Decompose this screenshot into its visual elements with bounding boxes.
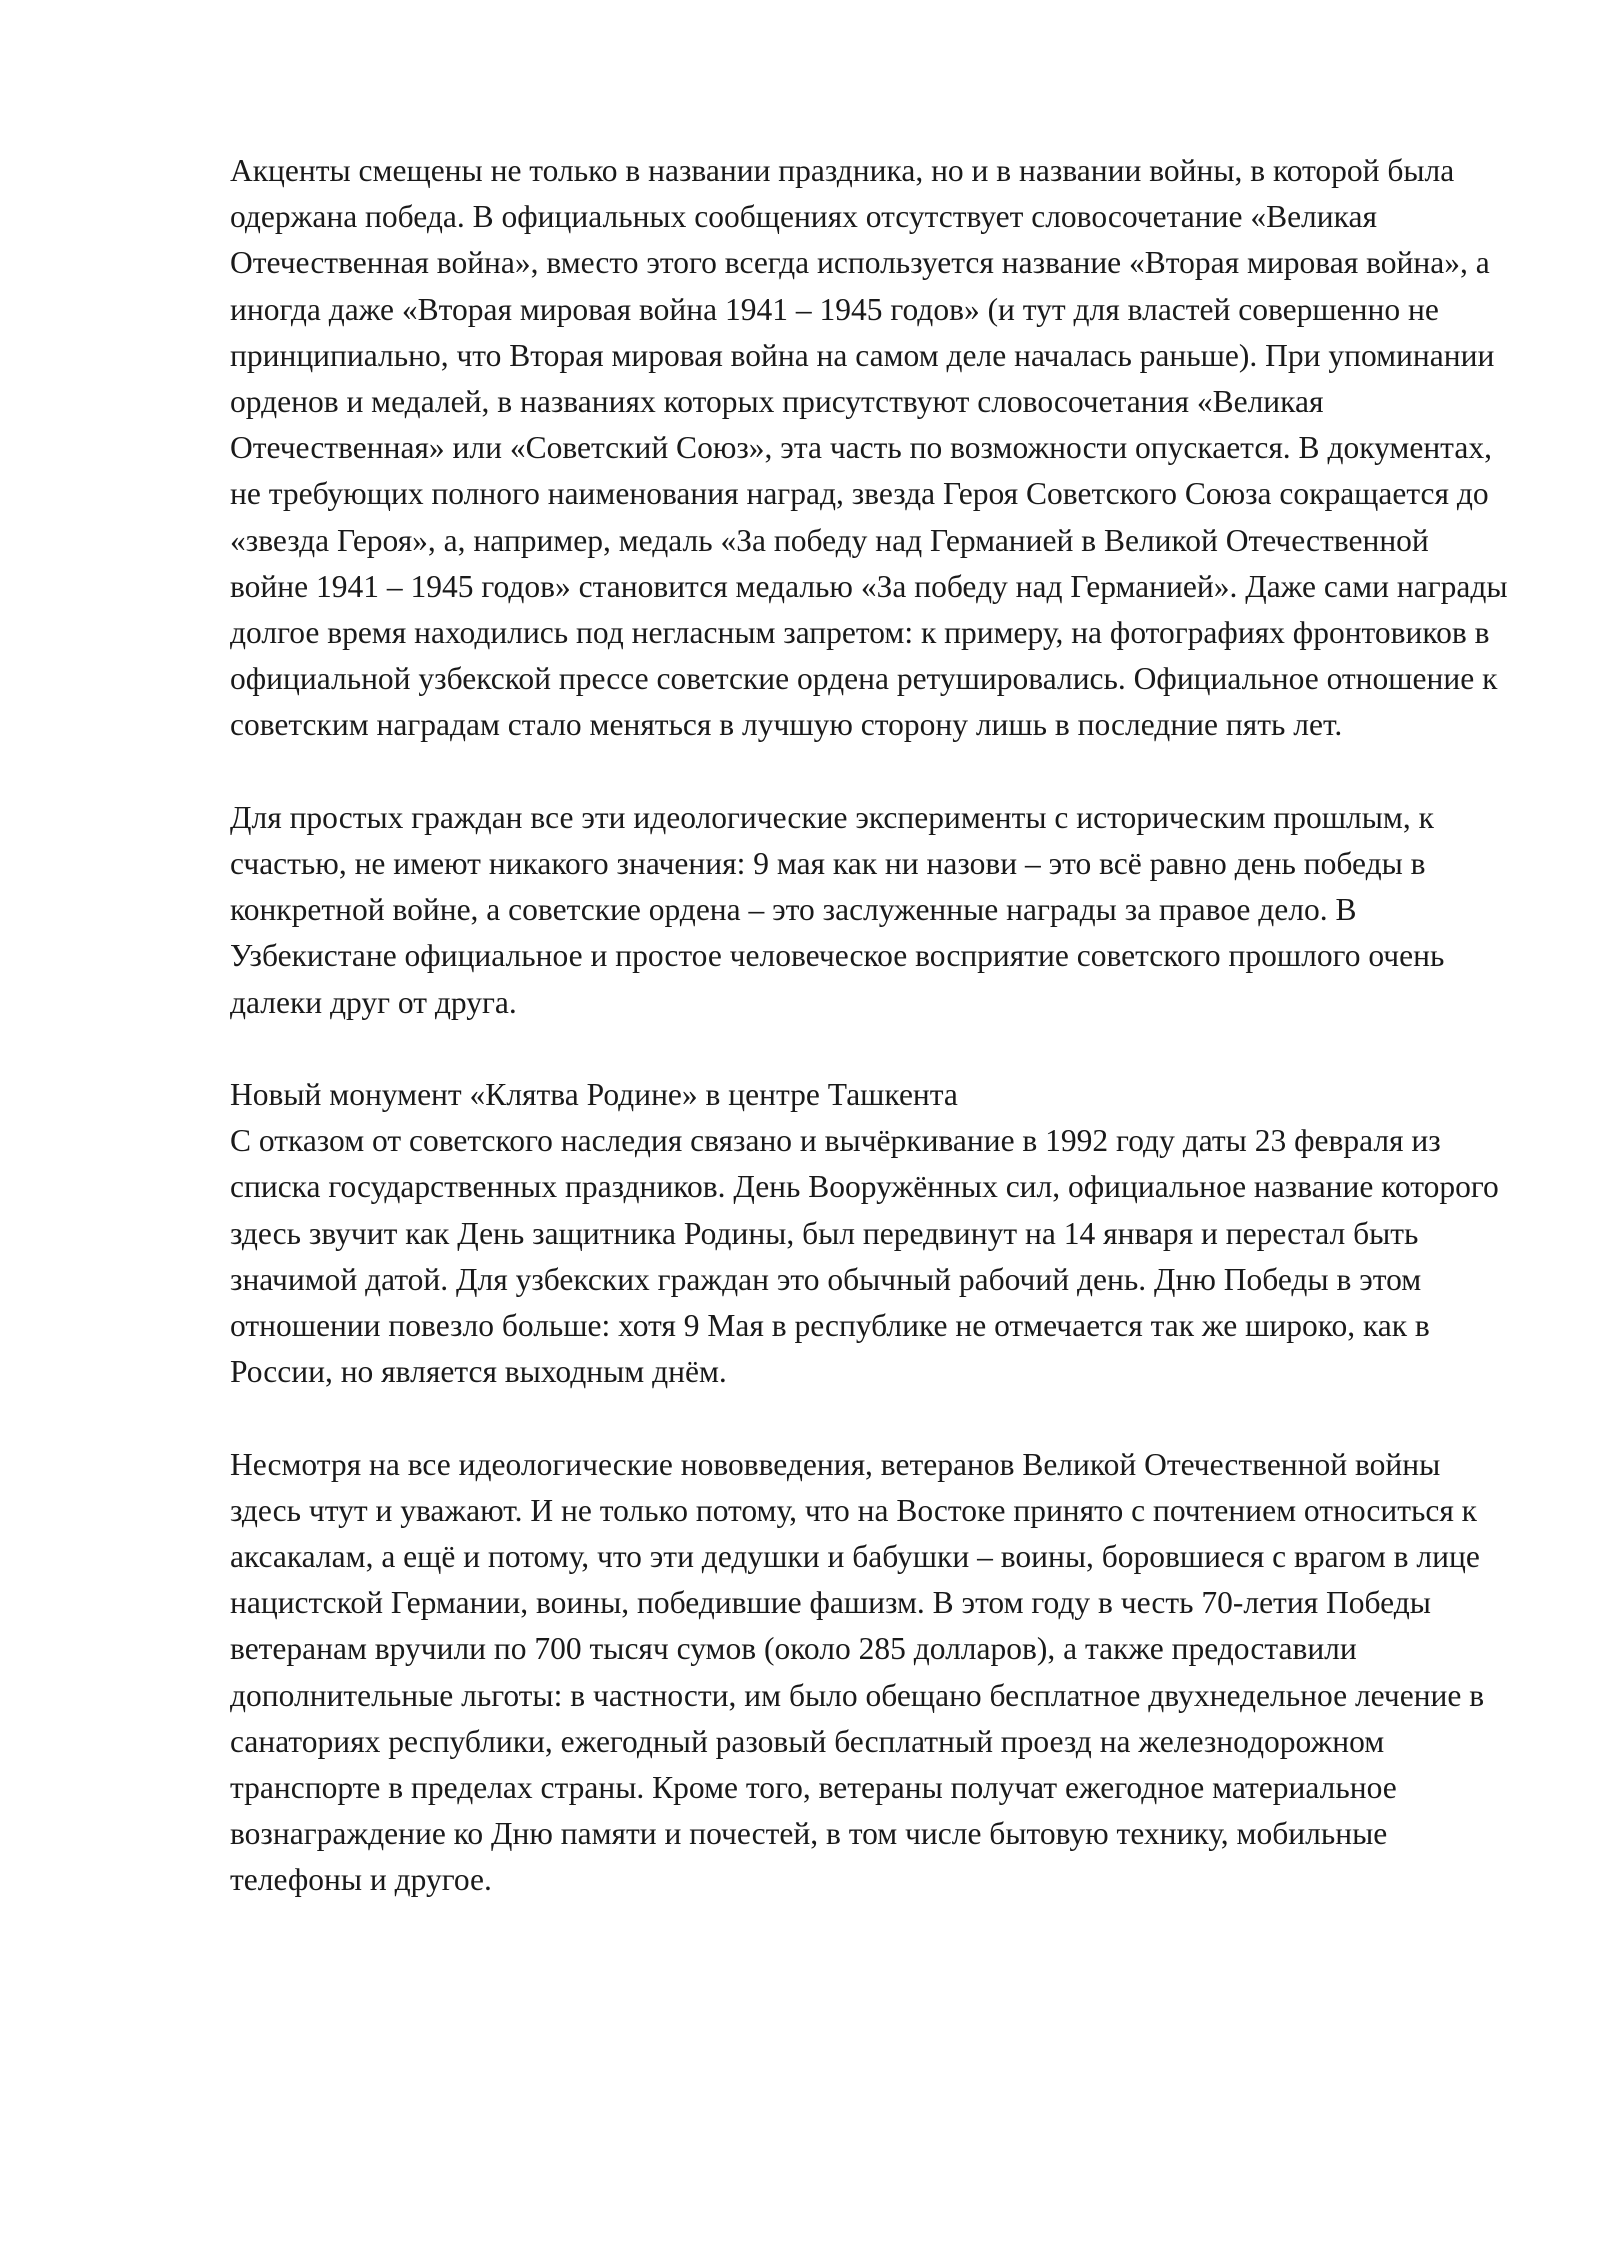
paragraph-spacer [230,749,1510,795]
paragraph-spacer [230,1395,1510,1441]
paragraph-spacer [230,1026,1510,1072]
paragraph-veterans: Несмотря на все идеологические нововведения, ветеранов Великой Отечественной войны здесь чтут и уважают. И не только потому, что на Востоке принято с почтением относиться к аксакалам, а ещё и потому, что эти дедушки и бабушки – воины, боровшиеся с врагом в лице нацистской Германии, воины, победившие фашизм. В этом году в честь 70-летия Победы ветеранам вручили по 700 тысяч сумов (около 285 долларов), а также предоставили дополнительные льготы: в частности, им было обещано бесплатное двухнедельное лечение в санаториях республики, ежегодный разовый бесплатный проезд на железнодорожном транспорте в пределах страны. Кроме того, ветераны получат ежегодное материальное вознаграждение ко Дню памяти и почестей, в том числе бытовую технику, мобильные телефоны и другое. [230,1446,1485,1898]
image-caption: Новый монумент «Клятва Родине» в центре Ташкента [230,1077,958,1113]
paragraph-awards-naming: Акценты смещены не только в названии праздника, но и в названии войны, в которой была одержана победа. В официальных сообщениях отсутствует словосочетание «Великая Отечественная война», вместо этого всегда используется название «Вторая мировая война», а иногда даже «Вторая мировая война 1941 – 1945 годов» (и тут для властей совершенно не принципиально, что Вторая мировая война на самом деле началась раньше). При упоминании орденов и медалей, в названиях которых присутствуют словосочетания «Великая Отечественная» или «Советский Союз», эта часть по возможности опускается. В документах, не требующих полного наименования наград, звезда Героя Советского Союза сокращается до «звезда Героя», а, например, медаль «За победу над Германией в Великой Отечественной войне 1941 – 1945 годов» становится медалью «За победу над Германией». Даже сами награды долгое время находились под негласным запретом: к примеру, на фотографиях фронтовиков в официальной узбекской прессе советские ордена ретушировались. Официальное отношение к советским наградам стало меняться в лучшую сторону лишь в последние пять лет. [230,153,1508,743]
paragraph-citizens-perception: Для простых граждан все эти идеологические эксперименты с историческим прошлым, к счастью, не имеют никакого значения: 9 мая как ни назови – это всё равно день победы в конкретной войне, а советские ордена – это заслуженные награды за правое дело. В Узбекистане официальное и простое человеческое восприятие советского прошлого очень далеки друг от друга. [230,799,1445,1020]
paragraph-holidays: С отказом от советского наследия связано и вычёркивание в 1992 году даты 23 февраля из списка государственных праздников. День Вооружённых сил, официальное название которого здесь звучит как День защитника Родины, был передвинут на 14 января и перестал быть значимой датой. Для узбекских граждан это обычный рабочий день. Дню Победы в этом отношении повезло больше: хотя 9 Мая в республике не отмечается так же широко, как в России, но является выходным днём. [230,1123,1499,1390]
document-page [230,148,1510,1904]
